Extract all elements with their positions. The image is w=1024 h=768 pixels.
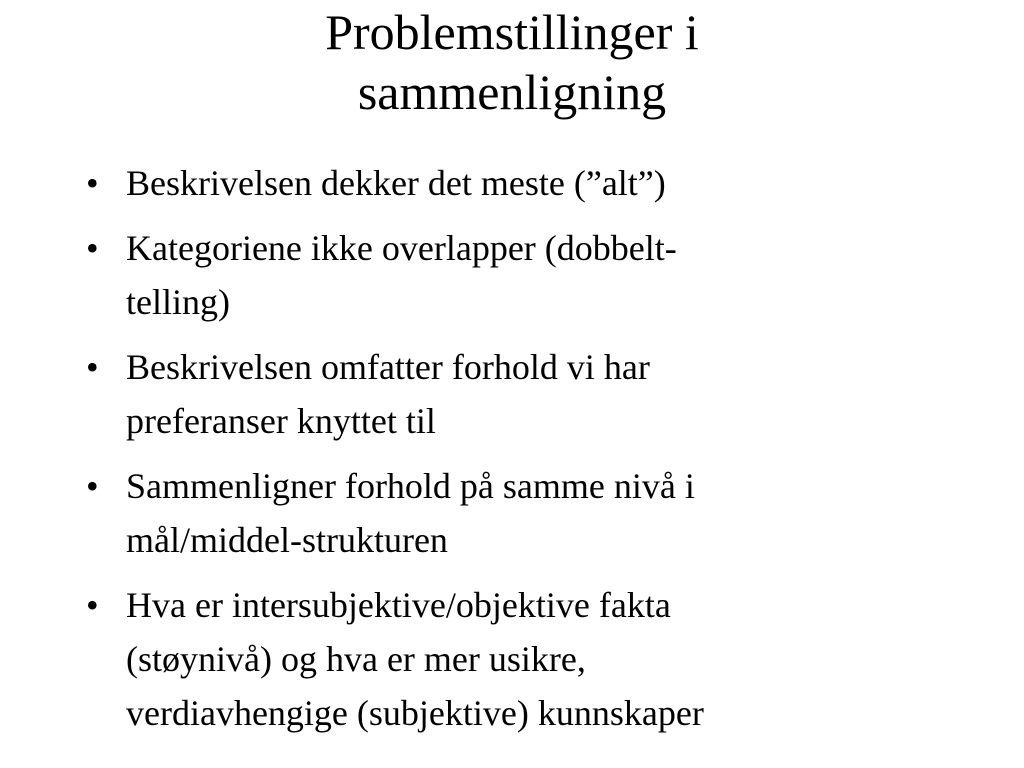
bullet-marker: • (86, 228, 99, 268)
bullet-item-1 (86, 156, 986, 210)
bullet-marker: • (86, 163, 99, 203)
bullet-item-3 (86, 340, 986, 448)
bullet-item-4 (86, 459, 986, 567)
bullet-text: Kategoriene ikke overlapper (dobbelt- (126, 228, 677, 268)
bullet-marker: • (86, 347, 99, 387)
slide-title-line-1: Problemstillinger i (325, 4, 699, 60)
bullet-item-2 (86, 221, 986, 329)
bullet-text: telling) (126, 282, 230, 322)
bullet-text: verdiavhengige (subjektive) kunnskaper (126, 693, 704, 733)
bullet-marker: • (86, 466, 99, 506)
bullet-item-5 (86, 578, 986, 740)
bullet-text: Beskrivelsen dekker det meste (”alt”) (126, 163, 666, 203)
bullet-text: preferanser knyttet til (126, 401, 436, 441)
slide-title (0, 2, 1024, 122)
bullet-text: (støynivå) og hva er mer usikre, (126, 639, 586, 679)
slide-title-line-2: sammenligning (357, 64, 667, 120)
bullet-marker: • (86, 585, 99, 625)
bullet-text: mål/middel-strukturen (126, 520, 448, 560)
bullet-text: Sammenligner forhold på samme nivå i (126, 466, 695, 506)
bullet-list (86, 156, 986, 751)
bullet-text: Beskrivelsen omfatter forhold vi har (126, 347, 650, 387)
bullet-text: Hva er intersubjektive/objektive fakta (126, 585, 671, 625)
